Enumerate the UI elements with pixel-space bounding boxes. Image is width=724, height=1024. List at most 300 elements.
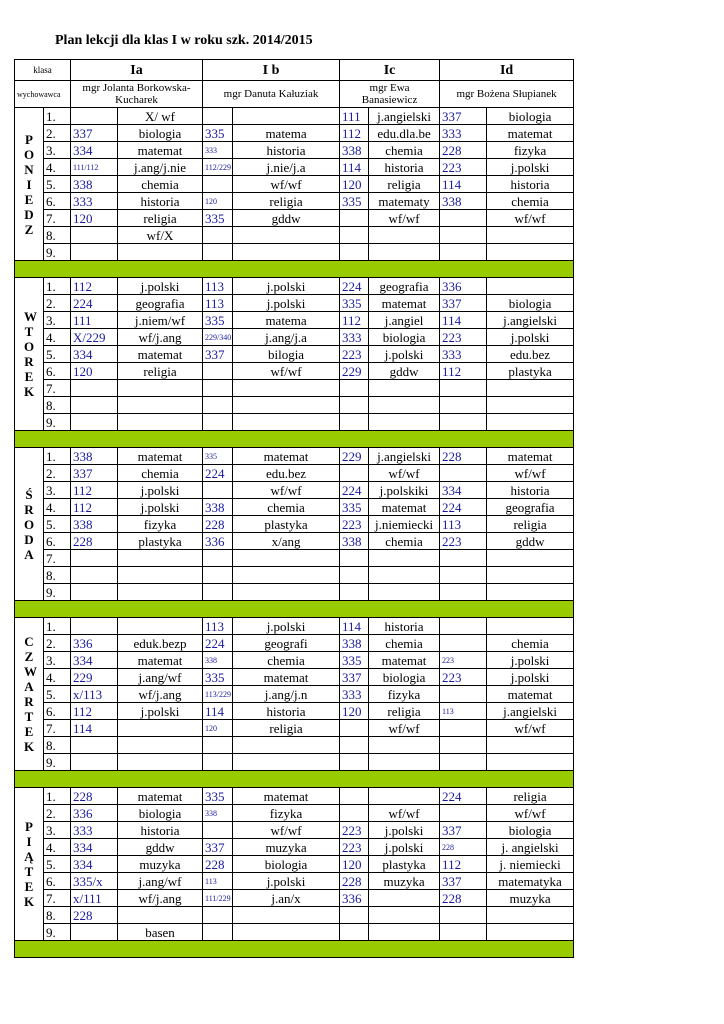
subject-cell: matemat (118, 788, 203, 805)
subject-cell: wf/wf (233, 176, 340, 193)
lesson-row (15, 635, 574, 652)
subject-cell (487, 227, 574, 244)
room-cell (203, 907, 233, 924)
subject-cell: wf/wf (369, 805, 440, 822)
room-cell: 338 (440, 193, 487, 210)
subject-cell: religia (233, 720, 340, 737)
room-cell: 113 (203, 278, 233, 295)
room-cell: 333 (440, 125, 487, 142)
subject-cell (369, 788, 440, 805)
room-cell: 112/229 (203, 159, 233, 176)
subject-cell: matemat (369, 499, 440, 516)
subject-cell: fizyka (487, 142, 574, 159)
subject-cell: plastyka (118, 533, 203, 550)
room-cell: 120 (340, 176, 369, 193)
subject-cell: religia (369, 176, 440, 193)
subject-cell: j.polski (118, 278, 203, 295)
subject-cell: wf/wf (233, 482, 340, 499)
room-cell: 228 (340, 873, 369, 890)
room-cell (71, 550, 118, 567)
room-cell: 338 (203, 805, 233, 822)
room-cell: 120 (71, 363, 118, 380)
room-cell (440, 907, 487, 924)
lesson-row (15, 873, 574, 890)
room-cell: 113 (440, 516, 487, 533)
subject-cell (487, 244, 574, 261)
lesson-number: 2. (44, 465, 71, 482)
subject-cell: geografia (487, 499, 574, 516)
lesson-row (15, 244, 574, 261)
room-cell (203, 363, 233, 380)
subject-cell (118, 907, 203, 924)
lesson-number: 6. (44, 873, 71, 890)
subject-cell: j.polski (118, 499, 203, 516)
room-cell (340, 210, 369, 227)
room-cell (203, 754, 233, 771)
room-cell: 334 (71, 142, 118, 159)
lesson-number: 4. (44, 499, 71, 516)
subject-cell: biologia (487, 295, 574, 312)
room-cell (440, 397, 487, 414)
room-cell: 120 (340, 856, 369, 873)
subject-cell: geografia (369, 278, 440, 295)
room-cell (71, 380, 118, 397)
room-cell: 228 (71, 788, 118, 805)
subject-cell: wf/wf (487, 720, 574, 737)
day-label (15, 448, 44, 601)
subject-cell (118, 584, 203, 601)
room-cell: 113/229 (203, 686, 233, 703)
lesson-row (15, 703, 574, 720)
lesson-number: 1. (44, 618, 71, 635)
room-cell: 223 (440, 329, 487, 346)
subject-cell: plastyka (369, 856, 440, 873)
subject-cell: geografia (118, 295, 203, 312)
subject-cell: gddw (233, 210, 340, 227)
lesson-number: 8. (44, 567, 71, 584)
day-separator (15, 771, 574, 788)
room-cell (340, 567, 369, 584)
room-cell (203, 737, 233, 754)
lesson-number: 7. (44, 720, 71, 737)
lesson-number: 8. (44, 907, 71, 924)
room-cell: 335 (340, 652, 369, 669)
subject-cell: j.nie/j.a (233, 159, 340, 176)
room-cell: 224 (203, 465, 233, 482)
lesson-row (15, 822, 574, 839)
subject-cell: matemat (487, 125, 574, 142)
subject-cell (487, 278, 574, 295)
room-cell: x/113 (71, 686, 118, 703)
room-cell: 120 (71, 210, 118, 227)
subject-cell (118, 397, 203, 414)
subject-cell: matema (233, 312, 340, 329)
subject-cell: matemat (118, 142, 203, 159)
room-cell: 335 (340, 499, 369, 516)
lesson-number: 1. (44, 278, 71, 295)
subject-cell (369, 397, 440, 414)
room-cell: 223 (340, 346, 369, 363)
room-cell: 112 (340, 125, 369, 142)
room-cell: 111 (340, 108, 369, 125)
room-cell: 228 (440, 142, 487, 159)
subject-cell (487, 414, 574, 431)
separator-cell (15, 941, 574, 958)
room-cell: 112 (71, 703, 118, 720)
subject-cell: wf/j.ang (118, 890, 203, 907)
subject-cell (118, 754, 203, 771)
subject-cell: bilogia (233, 346, 340, 363)
lesson-number: 7. (44, 890, 71, 907)
room-cell (440, 244, 487, 261)
subject-cell: religia (233, 193, 340, 210)
room-cell: 112 (340, 312, 369, 329)
room-cell: 336 (71, 805, 118, 822)
day-separator (15, 941, 574, 958)
room-cell (71, 618, 118, 635)
room-cell (203, 414, 233, 431)
subject-cell: matemat (487, 686, 574, 703)
lesson-row (15, 890, 574, 907)
subject-cell: historia (233, 703, 340, 720)
class-header-ic: Ic (340, 60, 440, 81)
subject-cell: wf/wf (487, 210, 574, 227)
room-cell: 224 (203, 635, 233, 652)
subject-cell: wf/wf (233, 363, 340, 380)
lesson-row (15, 482, 574, 499)
lesson-row (15, 312, 574, 329)
room-cell: 223 (340, 839, 369, 856)
subject-cell: wf/wf (487, 805, 574, 822)
day-separator (15, 601, 574, 618)
subject-cell: matemat (369, 295, 440, 312)
room-cell: 335 (340, 295, 369, 312)
lesson-row (15, 142, 574, 159)
room-cell: 335 (203, 788, 233, 805)
room-cell (71, 414, 118, 431)
subject-cell (369, 244, 440, 261)
subject-cell: chemia (369, 533, 440, 550)
header-row (15, 60, 574, 81)
room-cell: 224 (340, 278, 369, 295)
room-cell: 120 (203, 720, 233, 737)
lesson-row (15, 788, 574, 805)
lesson-row (15, 567, 574, 584)
room-cell: 111 (71, 312, 118, 329)
lesson-row (15, 686, 574, 703)
subject-cell: j.polski (487, 329, 574, 346)
room-cell: 335 (203, 210, 233, 227)
room-cell (440, 924, 487, 941)
room-cell: 228 (203, 856, 233, 873)
subject-cell: j.polski (233, 618, 340, 635)
room-cell: 224 (71, 295, 118, 312)
subject-cell: historia (118, 193, 203, 210)
lesson-row (15, 363, 574, 380)
subject-cell: chemia (369, 142, 440, 159)
lesson-number: 3. (44, 142, 71, 159)
day-label (15, 278, 44, 431)
subject-cell: biologia (487, 108, 574, 125)
room-cell (340, 244, 369, 261)
subject-cell: basen (118, 924, 203, 941)
day-label (15, 788, 44, 941)
lesson-row (15, 176, 574, 193)
room-cell (340, 414, 369, 431)
room-cell: 333 (340, 329, 369, 346)
lesson-row (15, 516, 574, 533)
subject-cell: plastyka (233, 516, 340, 533)
room-cell (203, 924, 233, 941)
klasa-label: klasa (15, 60, 71, 81)
room-cell: 337 (440, 108, 487, 125)
room-cell: 338 (203, 499, 233, 516)
room-cell: 223 (440, 533, 487, 550)
room-cell: 229/340 (203, 329, 233, 346)
room-cell (440, 465, 487, 482)
subject-cell: j.polski (369, 839, 440, 856)
room-cell: 333 (71, 822, 118, 839)
subject-cell: j.an/x (233, 890, 340, 907)
subject-cell (118, 244, 203, 261)
lesson-row (15, 499, 574, 516)
room-cell: 334 (440, 482, 487, 499)
subject-cell: j.angielski (369, 448, 440, 465)
room-cell: 335/x (71, 873, 118, 890)
lesson-row (15, 652, 574, 669)
day-name: P O N I E D Z (24, 131, 35, 237)
subject-cell: j.polski (369, 346, 440, 363)
subject-cell: j.polski (487, 652, 574, 669)
subject-cell: chemia (233, 652, 340, 669)
room-cell: 114 (440, 176, 487, 193)
lesson-number: 5. (44, 686, 71, 703)
room-cell (440, 635, 487, 652)
lesson-row (15, 159, 574, 176)
room-cell: 338 (71, 516, 118, 533)
subject-cell (118, 737, 203, 754)
subject-cell: j.ang/j.n (233, 686, 340, 703)
room-cell (440, 210, 487, 227)
subject-cell (233, 924, 340, 941)
room-cell (340, 584, 369, 601)
room-cell: 333 (203, 142, 233, 159)
subject-cell: chemia (369, 635, 440, 652)
subject-cell: biologia (487, 822, 574, 839)
room-cell: 335 (203, 448, 233, 465)
subject-cell: matematy (369, 193, 440, 210)
lesson-number: 5. (44, 176, 71, 193)
subject-cell: wf/wf (487, 465, 574, 482)
subject-cell: gddw (118, 839, 203, 856)
room-cell (71, 227, 118, 244)
room-cell (203, 227, 233, 244)
subject-cell: wf/wf (233, 822, 340, 839)
subject-cell (487, 618, 574, 635)
room-cell: 337 (340, 669, 369, 686)
subject-cell (369, 414, 440, 431)
room-cell: 333 (71, 193, 118, 210)
subject-cell (233, 754, 340, 771)
subject-cell: chemia (487, 635, 574, 652)
subject-cell (118, 380, 203, 397)
room-cell: 223 (440, 669, 487, 686)
subject-cell (118, 720, 203, 737)
subject-cell: matemat (233, 448, 340, 465)
subject-cell (118, 414, 203, 431)
lesson-number: 2. (44, 805, 71, 822)
subject-cell: biologia (369, 669, 440, 686)
subject-cell: wf/wf (369, 210, 440, 227)
subject-cell: j.angielski (487, 312, 574, 329)
room-cell (340, 550, 369, 567)
room-cell: 111/112 (71, 159, 118, 176)
lesson-row (15, 737, 574, 754)
subject-cell: j.ang/j.a (233, 329, 340, 346)
subject-cell: wf/j.ang (118, 686, 203, 703)
class-header-id: Id (440, 60, 574, 81)
subject-cell: wf/wf (369, 465, 440, 482)
room-cell: 338 (71, 448, 118, 465)
lesson-row (15, 193, 574, 210)
subject-cell: muzyka (369, 873, 440, 890)
subject-cell: edu.bez (233, 465, 340, 482)
lesson-row (15, 448, 574, 465)
day-separator (15, 261, 574, 278)
room-cell (440, 584, 487, 601)
lesson-row (15, 669, 574, 686)
lesson-row (15, 907, 574, 924)
subject-cell: historia (369, 159, 440, 176)
lesson-number: 5. (44, 856, 71, 873)
lesson-number: 8. (44, 227, 71, 244)
separator-cell (15, 261, 574, 278)
subject-cell: historia (233, 142, 340, 159)
room-cell: 335 (203, 312, 233, 329)
subject-cell (487, 380, 574, 397)
room-cell: 334 (71, 346, 118, 363)
room-cell: 229 (340, 448, 369, 465)
subject-cell: matemat (233, 788, 340, 805)
subject-cell (233, 737, 340, 754)
subject-cell: religia (487, 788, 574, 805)
subject-cell (369, 907, 440, 924)
room-cell: 120 (203, 193, 233, 210)
subject-cell: edu.bez (487, 346, 574, 363)
lesson-number: 5. (44, 346, 71, 363)
lesson-number: 8. (44, 397, 71, 414)
subject-cell: matemat (118, 652, 203, 669)
subject-cell (118, 618, 203, 635)
separator-cell (15, 431, 574, 448)
room-cell (203, 380, 233, 397)
lesson-row (15, 584, 574, 601)
room-cell (340, 737, 369, 754)
room-cell: 338 (340, 635, 369, 652)
lesson-number: 6. (44, 363, 71, 380)
subject-cell (233, 227, 340, 244)
subject-cell (369, 567, 440, 584)
subject-cell (369, 227, 440, 244)
subject-cell (487, 754, 574, 771)
subject-cell (487, 584, 574, 601)
subject-cell (369, 584, 440, 601)
room-cell (340, 805, 369, 822)
room-cell: 114 (71, 720, 118, 737)
subject-cell: eduk.bezp (118, 635, 203, 652)
subject-cell: religia (118, 210, 203, 227)
class-header-ia: Ia (71, 60, 203, 81)
subject-cell: j.polski (118, 482, 203, 499)
lesson-row (15, 839, 574, 856)
room-cell: 113 (203, 295, 233, 312)
subject-cell (487, 567, 574, 584)
subject-cell (487, 397, 574, 414)
room-cell: 114 (340, 159, 369, 176)
timetable (14, 59, 574, 958)
subject-cell: x/ang (233, 533, 340, 550)
subject-cell: j.ang/wf (118, 669, 203, 686)
lesson-number: 3. (44, 482, 71, 499)
lesson-number: 1. (44, 108, 71, 125)
subject-cell: muzyka (487, 890, 574, 907)
room-cell: 334 (71, 839, 118, 856)
room-cell (340, 380, 369, 397)
room-cell (440, 414, 487, 431)
subject-cell: edu.dla.be (369, 125, 440, 142)
room-cell (340, 907, 369, 924)
subject-cell (369, 924, 440, 941)
lesson-number: 9. (44, 414, 71, 431)
day-name: Ś R O D A (24, 486, 35, 562)
room-cell (71, 567, 118, 584)
room-cell: 223 (340, 516, 369, 533)
subject-cell: X/ wf (118, 108, 203, 125)
subject-cell: matemat (118, 448, 203, 465)
room-cell: 114 (203, 703, 233, 720)
room-cell (440, 686, 487, 703)
subject-cell: matemat (233, 669, 340, 686)
room-cell (203, 108, 233, 125)
room-cell: 333 (340, 686, 369, 703)
lesson-row (15, 380, 574, 397)
room-cell: 228 (440, 448, 487, 465)
subject-cell (233, 550, 340, 567)
room-cell (340, 465, 369, 482)
room-cell: 337 (440, 295, 487, 312)
room-cell: 335 (203, 125, 233, 142)
subject-cell (487, 907, 574, 924)
room-cell: 223 (340, 822, 369, 839)
day-name: P I Ą T E K (24, 819, 35, 909)
room-cell: 112 (71, 499, 118, 516)
subject-cell: biologia (118, 805, 203, 822)
room-cell (440, 227, 487, 244)
day-label (15, 108, 44, 261)
teachers-row (15, 81, 574, 108)
subject-cell: j.angielski (369, 108, 440, 125)
room-cell: X/229 (71, 329, 118, 346)
lesson-row (15, 295, 574, 312)
room-cell: 228 (71, 907, 118, 924)
subject-cell: gddw (369, 363, 440, 380)
subject-cell (487, 550, 574, 567)
day-name: W T O R E K (24, 309, 37, 399)
room-cell: 335 (203, 669, 233, 686)
lesson-number: 1. (44, 448, 71, 465)
room-cell: 224 (440, 499, 487, 516)
room-cell: 228 (440, 839, 487, 856)
